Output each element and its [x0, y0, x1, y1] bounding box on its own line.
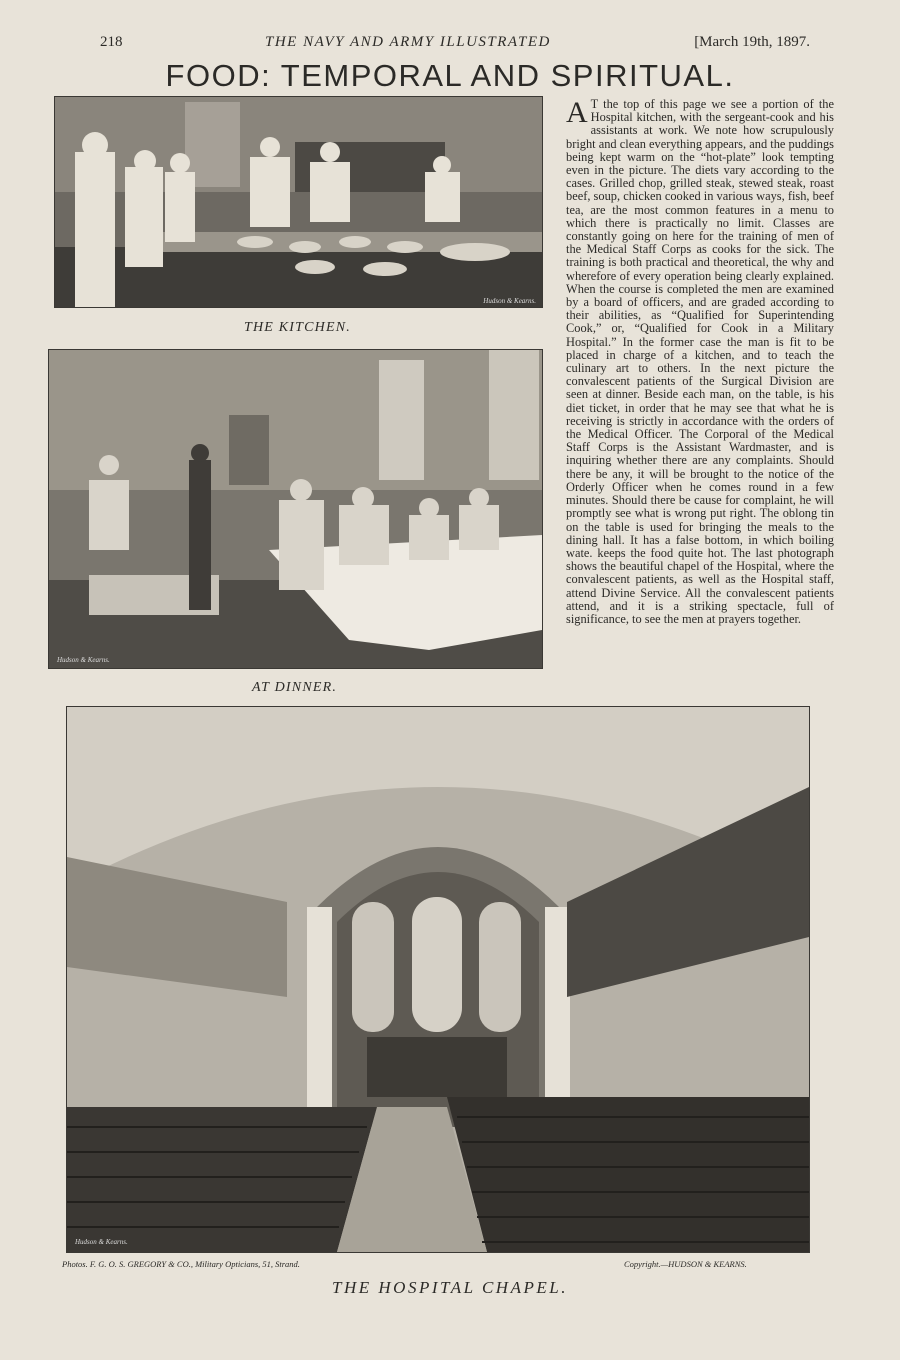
article-text: T the top of this page we see a portion of the Hospital kitchen, with the sergeant-cook and his assistants at work. We note how scrupulously bright and clean everything appears, and the puddings being kept warm on the “hot-plate” look tempting even in the picture. The diets vary according to the cases. Grilled chop, grilled steak, stewed steak, roast beef, soup, chicken cooked in various ways, fish, beef tea, are the most common features in a menu to which there is practically no limit. Classes are constantly going on here for the training of men of the Medical Staff Corps as cooks for the sick. The training is both practical and theoretical, the why and wherefore of every operation being clearly explained. When the course is completed the men are examined by a board of officers, and are graded according to their abilities, as “Qualified for Superintending Cook,” or, “Qualified for Cook in a Military Hospital.” In the former case the man is fit to be placed in charge of a kitchen, and to teach the culinary art to others. In the next picture the convalescent patients of the Surgical Division are seen at dinner. Beside each man, on the table, is his diet ticket, in order that he may see that what he is receiving is strictly in accordance with the orders of the Medical Officer. The Corporal of the Medical Staff Corps is the Assistant Wardmaster, and is inquiring whether there are any complaints. Should there be any, it will be brought to the notice of the Orderly Officer when he comes round in a few minutes. Should there be cause for complaint, he will promptly see what is wrong put right. The oblong tin on the table is used for bringing the meals to the dining hall. It has a false bottom, in which boiling wate. keeps the food quite hot. The last photograph shows the beautiful chapel of the Hospital, where the convalescent patients, as well as the Hospital staff, attend Divine Service. All the convalescent patients attend, and it is a striking spectacle, full of significance, to see the men at prayers together. [566, 97, 834, 626]
chapel-photo-credit: Hudson & Kearns. [75, 1238, 128, 1246]
chapel-caption: THE HOSPITAL CHAPEL. [332, 1278, 568, 1297]
copyright-notice: Copyright.—HUDSON & KEARNS. [624, 1259, 747, 1269]
publication-name: THE NAVY AND ARMY ILLUSTRATED [265, 34, 551, 50]
kitchen-photo-credit: Hudson & Kearns. [483, 297, 536, 305]
dinner-photo [48, 349, 543, 669]
kitchen-caption: THE KITCHEN. [244, 320, 351, 335]
dinner-caption: AT DINNER. [251, 680, 338, 695]
drop-cap: A [566, 96, 588, 129]
article-body [566, 98, 834, 698]
kitchen-photo [54, 96, 543, 308]
chapel-photo [66, 706, 810, 1253]
page-number: 218 [100, 34, 123, 50]
photo-credit: Photos. F. G. O. S. GREGORY & CO., Military Opticians, 51, Strand. [62, 1259, 300, 1269]
issue-date: [March 19th, 1897. [694, 34, 810, 50]
article-title: FOOD: TEMPORAL AND SPIRITUAL. [165, 58, 735, 93]
dinner-photo-credit: Hudson & Kearns. [57, 656, 110, 664]
page-header [100, 34, 810, 56]
